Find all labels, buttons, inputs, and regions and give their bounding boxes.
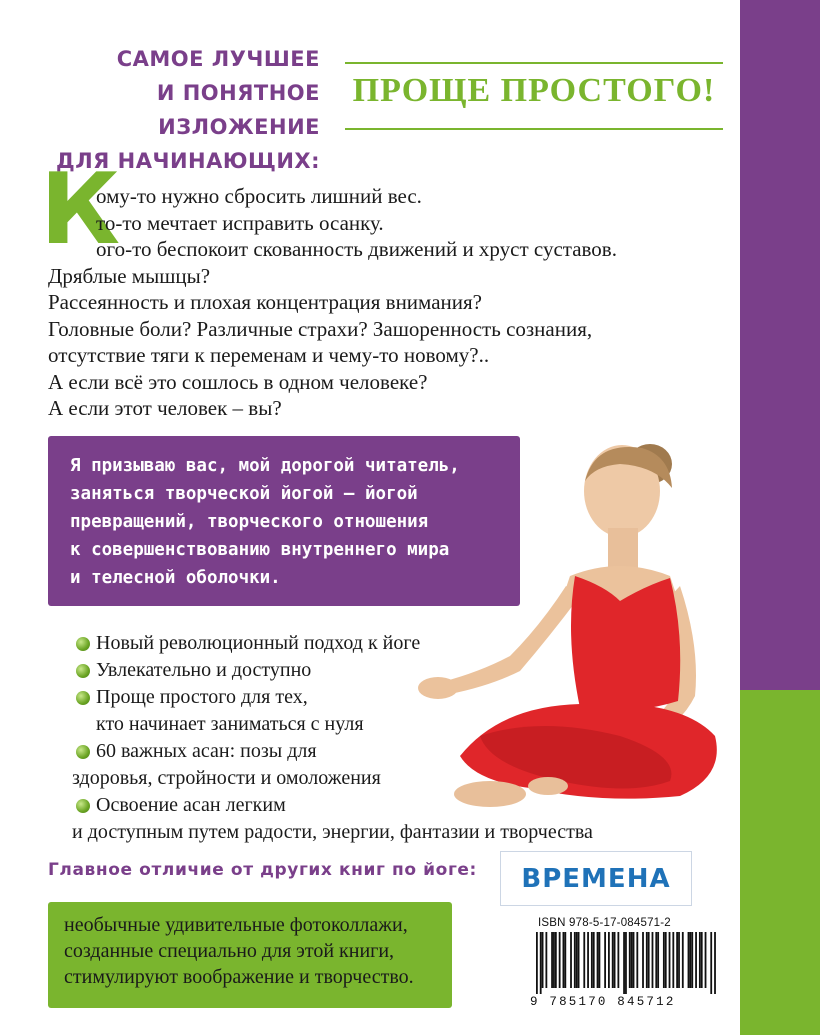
intro-line: то-то мечтает исправить осанку. (96, 210, 384, 235)
barcode-bar (553, 932, 555, 988)
feature-text: Новый революционный подход к йоге (96, 632, 421, 654)
barcode-bar (689, 932, 691, 988)
barcode-bar (672, 932, 674, 988)
barcode-bar (676, 932, 678, 988)
green-sphere-icon (76, 799, 90, 813)
intro-line: Головные боли? Различные страхи? Зашоренность сознания, (48, 316, 593, 341)
header-tagline-line: ДЛЯ НАЧИНАЮЩИХ: (56, 149, 320, 173)
barcode-bar (669, 932, 671, 988)
feature-item (72, 684, 732, 738)
difference-line: стимулируют воображение и творчество. (64, 966, 414, 988)
publisher-name: ВРЕМЕНА (521, 863, 671, 894)
barcode-bar (629, 932, 631, 988)
header-tagline-line: И ПОНЯТНОЕ ИЗЛОЖЕНИЕ (156, 81, 320, 139)
barcode-bar (652, 932, 654, 988)
barcode-bar (608, 932, 610, 988)
barcode-bar (655, 932, 657, 988)
barcode-bar (542, 932, 544, 988)
barcode-bar (555, 932, 557, 988)
barcode-bar (587, 932, 589, 988)
barcode-bar (583, 932, 585, 988)
slogan: ПРОЩЕ ПРОСТОГО! (352, 72, 716, 109)
barcode-bar (710, 932, 712, 994)
barcode-bar (574, 932, 576, 988)
barcode-bar (701, 932, 703, 988)
quote-line: Я призываю вас, мой дорогой читатель, (70, 456, 460, 476)
quote-line: превращений, творческого отношения (70, 512, 429, 532)
barcode-bar (678, 932, 680, 988)
difference-line: созданные специально для этой книги, (64, 940, 395, 962)
barcode-bar (695, 932, 697, 988)
feature-text-cont: кто начинает заниматься с нуля (96, 713, 364, 735)
barcode-bar (714, 932, 716, 994)
slogan-rule-top (345, 62, 723, 64)
barcode-bar (559, 932, 561, 988)
barcode-bar (545, 932, 547, 988)
quote-line: заняться творческой йогой – йогой (70, 484, 418, 504)
barcode-bar (682, 932, 684, 988)
green-sphere-icon (76, 637, 90, 651)
barcode-bar (663, 932, 665, 988)
feature-text: Проще простого для тех, (96, 686, 308, 708)
barcode-bar (688, 932, 690, 988)
quote-line: к совершенствованию внутреннего мира (70, 540, 450, 560)
barcode-bar (617, 932, 619, 988)
difference-title: Главное отличие от других книг по йоге: (48, 860, 477, 880)
barcode-bar (604, 932, 606, 988)
header-tagline-line: САМОЕ ЛУЧШЕЕ (116, 47, 320, 71)
barcode-bar (646, 932, 648, 988)
barcode-bar (657, 932, 659, 988)
green-sphere-icon (76, 745, 90, 759)
barcode-bar (648, 932, 650, 988)
barcode-bar (576, 932, 578, 988)
intro-text (48, 183, 728, 422)
intro-dropcap: К (40, 153, 121, 267)
feature-item (72, 792, 732, 846)
feature-item (72, 738, 732, 792)
barcode-bar (636, 932, 638, 988)
barcode-bar (665, 932, 667, 988)
barcode-bar (597, 932, 599, 988)
barcode-bar (623, 932, 625, 994)
barcode-bar (612, 932, 614, 988)
green-sphere-icon (76, 691, 90, 705)
spine-purple-stripe (740, 0, 820, 690)
feature-text: 60 важных асан: позы для (96, 740, 317, 762)
barcode-bar (551, 932, 553, 988)
feature-text-cont: и доступным путем радости, энергии, фантазии и творчества (72, 821, 593, 843)
intro-line: ого-то беспокоит скованность движений и хруст суставов. (96, 237, 617, 261)
quote-line: и телесной оболочки. (70, 568, 281, 588)
barcode-bar (593, 932, 595, 988)
barcode-bar (536, 932, 538, 994)
green-sphere-icon (76, 664, 90, 678)
barcode-bar (705, 932, 707, 988)
barcode-bar (599, 932, 601, 988)
intro-line: ому-то нужно сбросить лишний вес. (96, 184, 422, 208)
barcode-bar (631, 932, 633, 988)
spine-green-stripe (740, 690, 820, 1035)
barcode-bar (642, 932, 644, 988)
barcode-bar (633, 932, 635, 988)
barcode-bar (591, 932, 593, 988)
barcode-bar (578, 932, 580, 988)
barcode-bar (699, 932, 701, 988)
barcode-bar (691, 932, 693, 988)
barcode (536, 932, 716, 994)
feature-list (72, 630, 732, 846)
barcode-bar (540, 932, 542, 994)
publisher-logo (500, 851, 692, 906)
difference-box (48, 902, 452, 1008)
slogan-rule-bottom (345, 128, 723, 130)
intro-line: отсутствие тяги к переменам и чему-то новому?.. (48, 343, 490, 367)
barcode-digits: 9 785170 845712 (530, 995, 676, 1009)
feature-item (72, 657, 732, 684)
intro-line: Дряблые мышцы? (48, 263, 211, 288)
barcode-bar (564, 932, 566, 988)
barcode-bar (563, 932, 565, 988)
feature-item (72, 630, 732, 657)
difference-line: необычные удивительные фотоколлажи, (64, 914, 408, 936)
feature-text: Освоение асан легким (96, 794, 286, 816)
intro-line: Рассеянность и плохая концентрация внимания? (48, 290, 482, 314)
intro-line: А если всё это сошлось в одном человеке? (48, 369, 428, 394)
barcode-bar (570, 932, 572, 988)
intro-line: А если этот человек – вы? (48, 396, 282, 420)
barcode-bar (625, 932, 627, 994)
isbn-label: ISBN 978-5-17-084571-2 (538, 917, 671, 929)
barcode-bar (614, 932, 616, 988)
feature-text-cont: здоровья, стройности и омоложения (72, 767, 381, 789)
feature-text: Увлекательно и доступно (96, 659, 312, 681)
